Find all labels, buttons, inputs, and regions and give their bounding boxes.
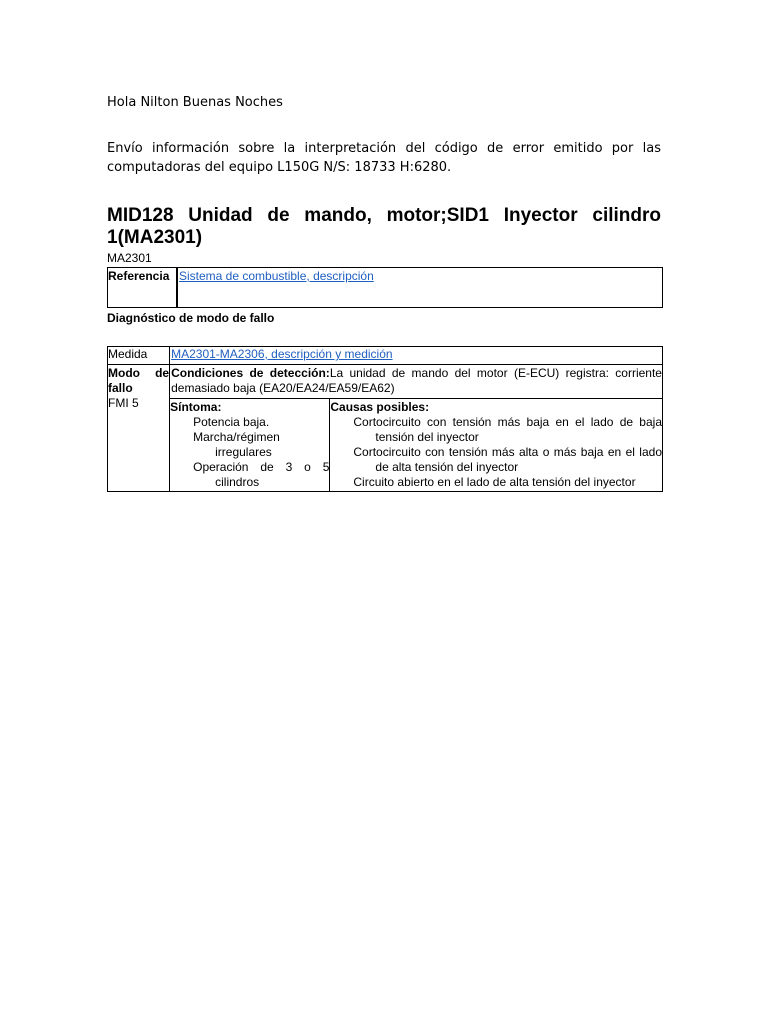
detection-label: Condiciones de detección: [171, 366, 330, 380]
symptom-cell [170, 399, 330, 492]
measure-link[interactable]: MA2301-MA2306, descripción y medición [171, 347, 393, 361]
code-label: MA2301 [107, 251, 152, 265]
cause-item: Cortocircuito con tensión más alta o más baja en el lado de alta tensión del inyector [353, 445, 662, 474]
cause-list [330, 415, 662, 490]
detection-cell [170, 365, 663, 399]
measure-value-cell [170, 347, 663, 365]
reference-table [107, 267, 663, 308]
diagnostic-title: Diagnóstico de modo de fallo [107, 311, 275, 325]
greeting-text: Hola Nilton Buenas Noches [107, 95, 283, 110]
symptom-label: Síntoma: [170, 400, 222, 414]
symptom-item: Potencia baja. [193, 415, 270, 429]
detection-text: La unidad de mando del motor (E-ECU) registra: corriente demasiado baja (EA20/EA24/EA59/EA62) [171, 366, 662, 395]
symptom-item: Marcha/régimen irregulares [193, 430, 280, 459]
reference-row [108, 268, 663, 308]
cause-cell [330, 399, 663, 492]
fault-mode-cell [108, 365, 170, 492]
fault-row [108, 365, 663, 399]
reference-label: Referencia [108, 268, 178, 308]
fmi-code: FMI 5 [108, 396, 139, 410]
reference-link[interactable]: Sistema de combustible, descripción [179, 269, 374, 283]
cause-item: Cortocircuito con tensión más baja en el lado de baja tensión del inyector [353, 415, 662, 444]
symptom-cause-row [108, 399, 663, 492]
measure-row [108, 347, 663, 365]
intro-paragraph: Envío información sobre la interpretación del código de error emitido por las computadoras del equipo L150G N/S: 18733 H:6280. [107, 141, 661, 175]
fault-mode-table [107, 346, 663, 492]
symptom-item: Operación de 3 o 5 cilindros [193, 460, 330, 489]
reference-value-cell [177, 268, 663, 308]
fault-mode-label: Modo de fallo [108, 366, 170, 395]
measure-label: Medida [108, 347, 170, 365]
symptom-list [170, 415, 329, 490]
causes-label: Causas posibles: [330, 400, 430, 414]
section-heading: MID128 Unidad de mando, motor;SID1 Inyector cilindro 1(MA2301) [107, 205, 661, 248]
cause-item: Circuito abierto en el lado de alta tensión del inyector [353, 475, 636, 489]
